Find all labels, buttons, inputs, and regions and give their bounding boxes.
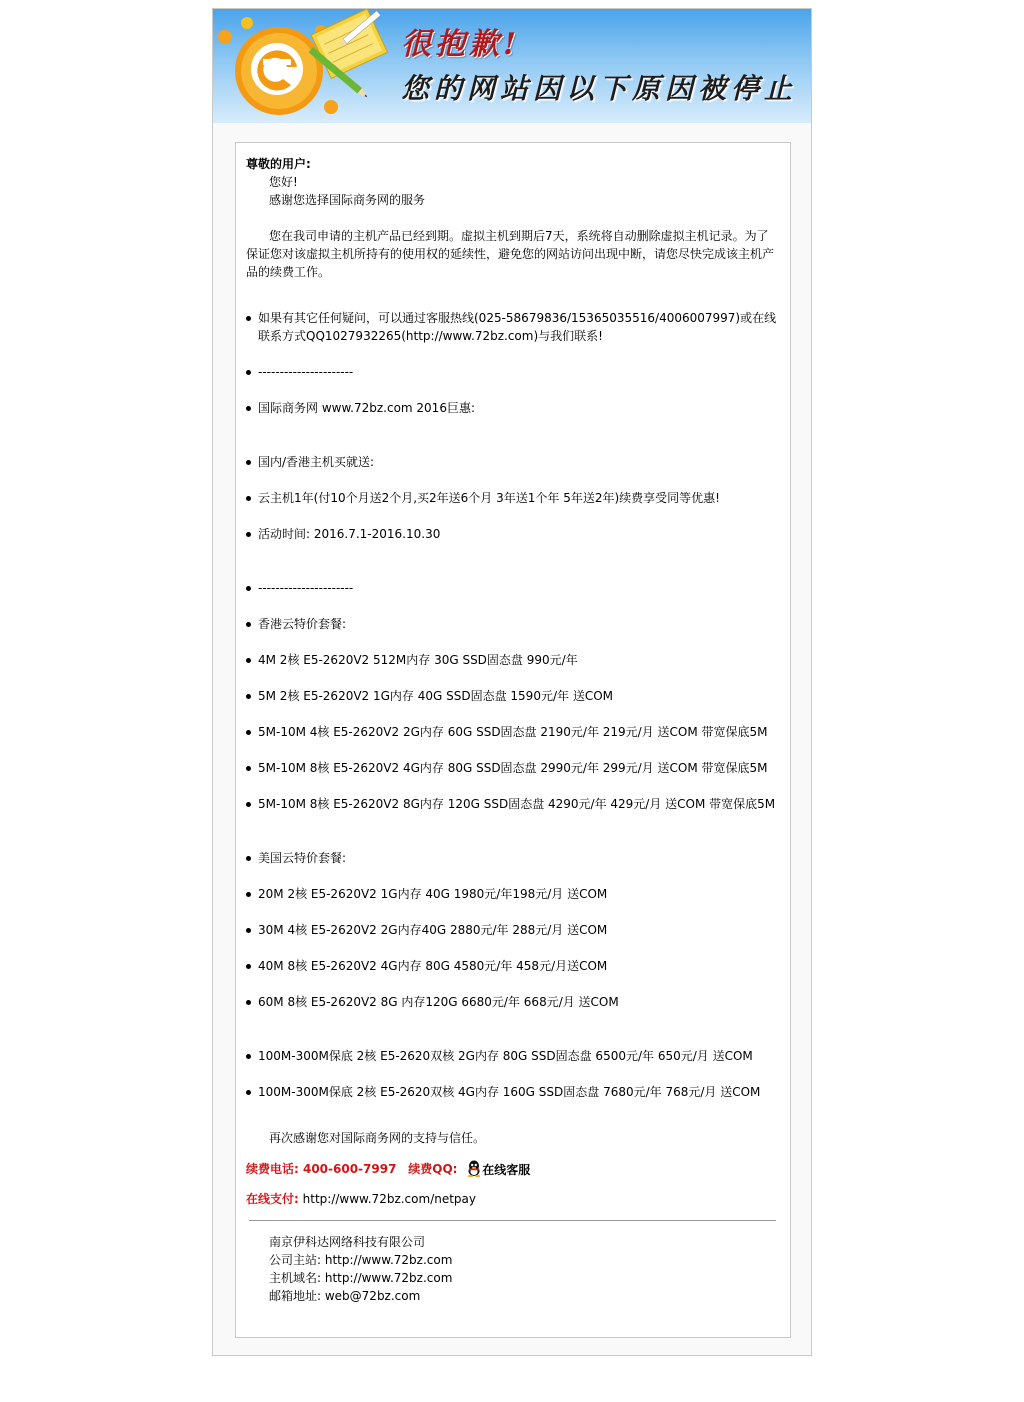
notice-frame [212, 8, 812, 1356]
header-banner [213, 9, 811, 123]
list-item: 国际商务网 www.72bz.com 2016巨惠: [246, 399, 778, 417]
thanks-line: 感谢您选择国际商务网的服务 [269, 193, 426, 207]
list-item: 60M 8核 E5-2620V2 8G 内存120G 6680元/年 668元/月 送COM [246, 993, 778, 1011]
message-body [246, 155, 778, 1305]
list-item: 20M 2核 E5-2620V2 1G内存 40G 1980元/年198元/月 送COM [246, 885, 778, 903]
online-service-label: 在线客服 [482, 1162, 531, 1177]
contact-email: 邮箱地址: web@72bz.com [269, 1288, 421, 1303]
list-item: 美国云特价套餐: [246, 849, 778, 867]
list-item: 5M 2核 E5-2620V2 1G内存 40G SSD固态盘 1590元/年 送COM [246, 687, 778, 705]
apology-title: 很抱歉! [401, 27, 521, 62]
list-item: 5M-10M 8核 E5-2620V2 8G内存 120G SSD固态盘 4290元/年 429元/月 送COM 带宽保底5M [246, 795, 778, 813]
list-item: ---------------------- [246, 579, 778, 597]
renewal-contact-line [246, 1159, 778, 1180]
company-name: 南京伊科达网络科技有限公司 [269, 1234, 426, 1249]
expiry-notice-text: 您在我司申请的主机产品已经到期。虚拟主机到期后7天，系统将自动删除虚拟主机记录。为了保证您对该虚拟主机所持有的使用权的延续性，避免您的网站访问出现中断，请您尽快完成该主机产品的续费工作。 [246, 229, 775, 279]
message-box [235, 142, 791, 1338]
list-item: 云主机1年(付10个月送2个月,买2年送6个月 3年送1个年 5年送2年)续费享受同等优惠! [246, 489, 778, 507]
list-item: 如果有其它任何疑问，可以通过客服热线(025-58679836/15365035516/4006007997)或在线联系方式QQ1027932265(http://www.72bz.com)与我们联系! [246, 309, 778, 345]
closing-thanks: 再次感谢您对国际商务网的支持与信任。 [269, 1131, 486, 1145]
company-footer [246, 1233, 778, 1305]
list-item: 国内/香港主机买就送: [246, 453, 778, 471]
list-item: 4M 2核 E5-2620V2 512M内存 30G SSD固态盘 990元/年 [246, 651, 778, 669]
host-domain: 主机域名: http://www.72bz.com [269, 1270, 453, 1285]
renewal-phone: 续费电话: 400-600-7997 [246, 1162, 397, 1176]
suspension-subtitle: 您的网站因以下原因被停止 [401, 72, 798, 105]
list-item: 活动时间: 2016.7.1-2016.10.30 [246, 525, 778, 543]
payment-line [246, 1190, 778, 1208]
salutation: 尊敬的用户: [246, 157, 311, 171]
list-item: ---------------------- [246, 363, 778, 381]
list-item: 30M 4核 E5-2620V2 2G内存40G 2880元/年 288元/月 送COM [246, 921, 778, 939]
company-site: 公司主站: http://www.72bz.com [269, 1252, 453, 1267]
list-item: 100M-300M保底 2核 E5-2620双核 2G内存 80G SSD固态盘 6500元/年 650元/月 送COM [246, 1047, 778, 1065]
greeting: 您好! [269, 175, 298, 189]
list-item: 40M 8核 E5-2620V2 4G内存 80G 4580元/年 458元/月送COM [246, 957, 778, 975]
promotion-list [246, 309, 778, 1101]
expiry-notice [246, 227, 778, 281]
list-item: 香港云特价套餐: [246, 615, 778, 633]
online-service-button[interactable] [467, 1160, 530, 1180]
list-item: 5M-10M 4核 E5-2620V2 2G内存 60G SSD固态盘 2190元/年 219元/月 送COM 带宽保底5M [246, 723, 778, 741]
qq-penguin-icon [467, 1160, 481, 1177]
list-item: 5M-10M 8核 E5-2620V2 4G内存 80G SSD固态盘 2990元/年 299元/月 送COM 带宽保底5M [246, 759, 778, 777]
payment-link[interactable]: http://www.72bz.com/netpay [302, 1191, 476, 1206]
list-item: 100M-300M保底 2核 E5-2620双核 4G内存 160G SSD固态盘 7680元/年 768元/月 送COM [246, 1083, 778, 1101]
e-logo-icon [213, 9, 393, 123]
renewal-qq-label: 续费QQ: [408, 1162, 458, 1176]
payment-label: 在线支付: [246, 1191, 299, 1206]
